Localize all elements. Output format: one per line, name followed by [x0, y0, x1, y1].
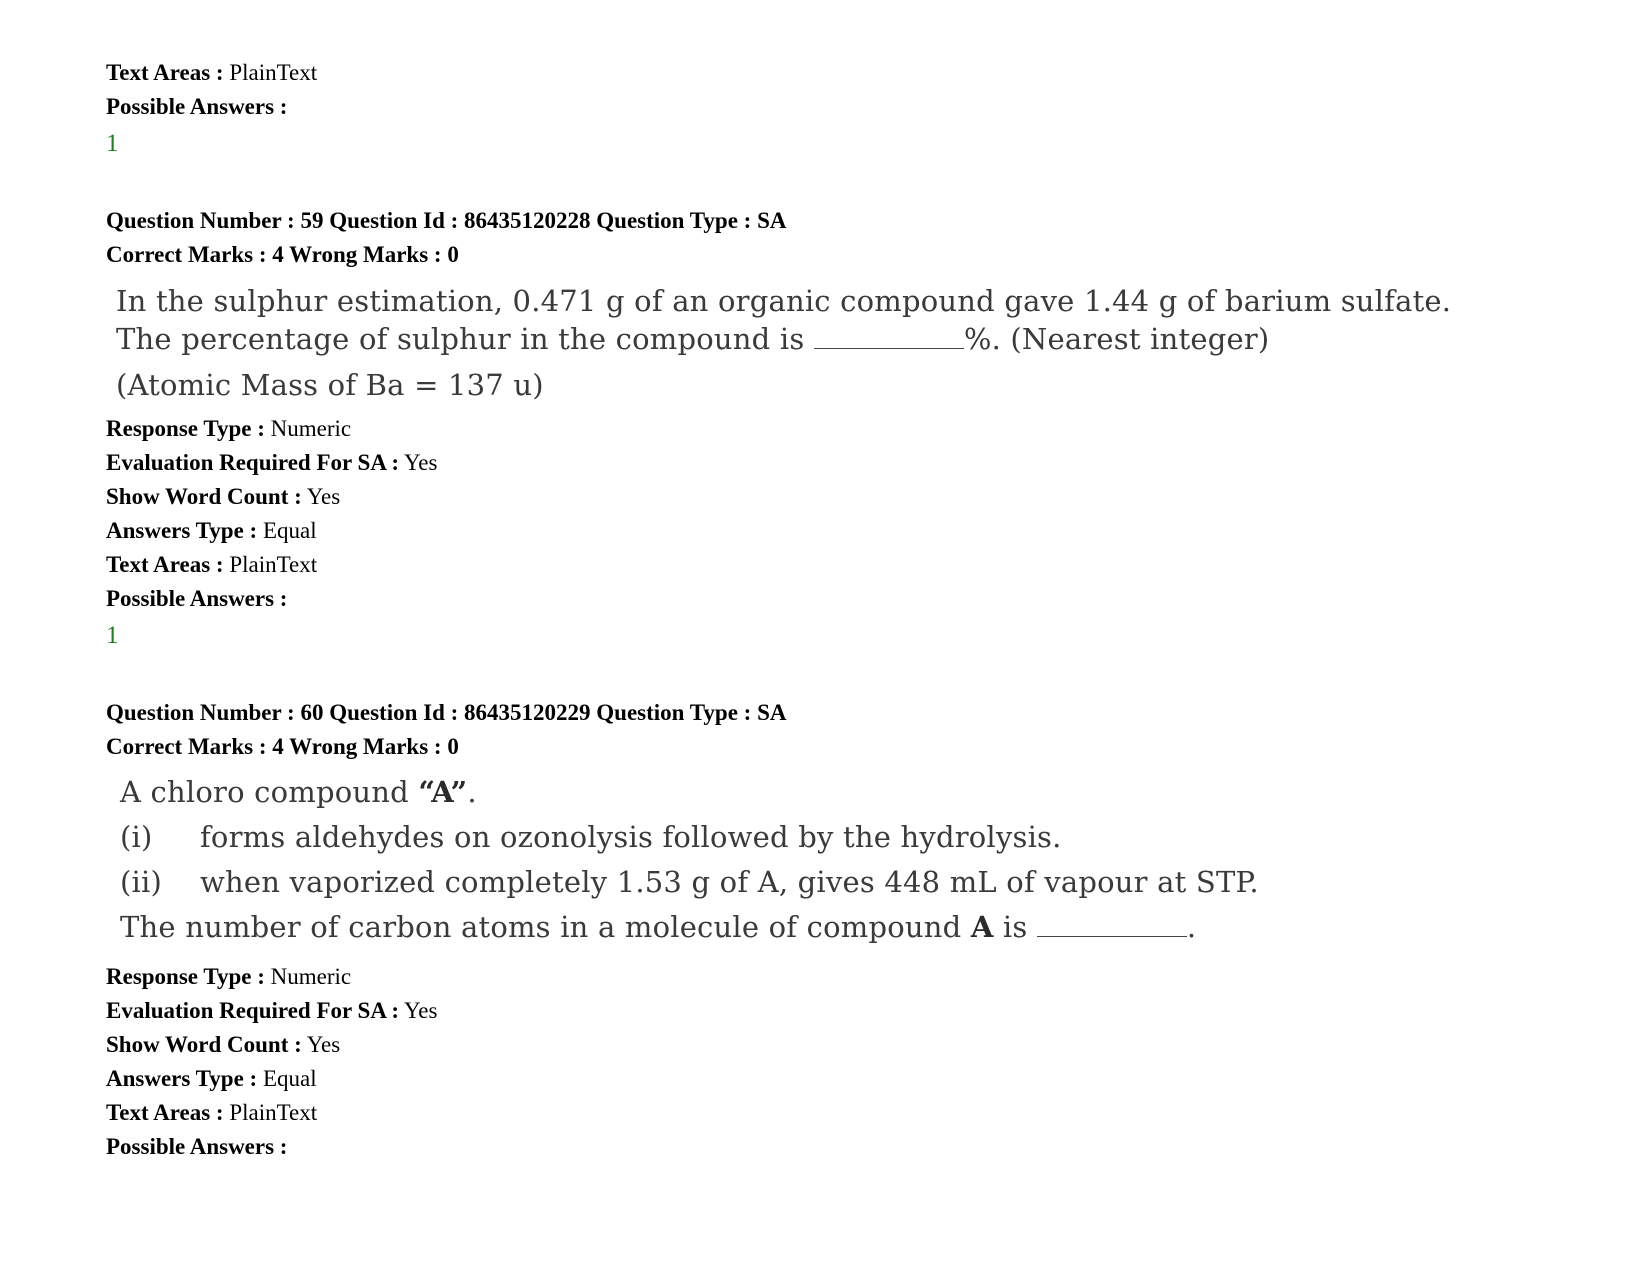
- question-list-item: [120, 862, 1566, 907]
- word-count-value: Yes: [306, 484, 341, 509]
- question-text-line: [120, 772, 1566, 817]
- possible-answers-row: [106, 582, 1566, 616]
- text-areas-row: [106, 1096, 1566, 1130]
- evaluation-value: Yes: [404, 450, 438, 475]
- possible-answer-value: 1: [106, 130, 119, 157]
- response-type-value: Numeric: [270, 416, 352, 441]
- text-areas-value: PlainText: [229, 552, 318, 577]
- text-areas-label: Text Areas :: [106, 60, 224, 85]
- word-count-label: Show Word Count :: [106, 1032, 302, 1057]
- possible-answers-label: Possible Answers :: [106, 94, 288, 119]
- question-text-segment: A chloro compound: [120, 775, 419, 809]
- question-text-line: In the sulphur estimation, 0.471 g of an organic compound gave 1.44 g of barium sulfate.: [116, 284, 1452, 318]
- question-header-text: Question Number : 60 Question Id : 86435120229 Question Type : SA: [106, 700, 787, 725]
- word-count-row: [106, 480, 1566, 514]
- possible-answers-row: [106, 90, 1566, 124]
- text-areas-row: [106, 56, 1566, 90]
- evaluation-row: [106, 446, 1566, 480]
- answer-key-page: [106, 56, 1566, 1164]
- evaluation-label: Evaluation Required For SA :: [106, 450, 400, 475]
- compound-label: A: [970, 910, 994, 944]
- question-60: [106, 696, 1566, 1164]
- possible-answers-label: Possible Answers :: [106, 586, 288, 611]
- question-text-segment: The number of carbon atoms in a molecule of compound: [120, 910, 971, 944]
- text-areas-value: PlainText: [229, 1100, 318, 1125]
- question-marks: [106, 238, 1566, 272]
- answers-type-label: Answers Type :: [106, 1066, 258, 1091]
- answers-type-value: Equal: [262, 1066, 317, 1091]
- word-count-value: Yes: [306, 1032, 341, 1057]
- answers-type-value: Equal: [262, 518, 317, 543]
- question-marks-text: Correct Marks : 4 Wrong Marks : 0: [106, 734, 459, 759]
- question-text-line: (Atomic Mass of Ba = 137 u): [116, 368, 544, 402]
- text-areas-value: PlainText: [229, 60, 318, 85]
- answers-type-label: Answers Type :: [106, 518, 258, 543]
- question-header: [106, 204, 1566, 238]
- question-text-line: [116, 320, 1566, 358]
- answers-type-row: [106, 1062, 1566, 1096]
- list-item-number: (i): [120, 820, 153, 854]
- word-count-label: Show Word Count :: [106, 484, 302, 509]
- response-type-label: Response Type :: [106, 964, 265, 989]
- word-count-row: [106, 1028, 1566, 1062]
- question-text-line: [120, 907, 1566, 952]
- question-header: [106, 696, 1566, 730]
- answers-type-row: [106, 514, 1566, 548]
- response-type-row: [106, 960, 1566, 994]
- text-areas-label: Text Areas :: [106, 1100, 224, 1125]
- question-59: [106, 204, 1566, 654]
- possible-answers-row: [106, 1130, 1566, 1164]
- response-type-value: Numeric: [270, 964, 352, 989]
- list-item-text: when vaporized completely 1.53 g of A, gives 448 mL of vapour at STP.: [200, 865, 1259, 899]
- question-header-text: Question Number : 59 Question Id : 86435120228 Question Type : SA: [106, 208, 787, 233]
- list-item-number: (ii): [120, 865, 162, 899]
- possible-answers-label: Possible Answers :: [106, 1134, 288, 1159]
- response-type-row: [106, 412, 1566, 446]
- evaluation-row: [106, 994, 1566, 1028]
- question-marks: [106, 730, 1566, 764]
- question-text-segment: is: [993, 910, 1037, 944]
- possible-answer-value: 1: [106, 622, 119, 649]
- compound-label: “A”: [418, 775, 468, 809]
- question-marks-text: Correct Marks : 4 Wrong Marks : 0: [106, 242, 459, 267]
- response-type-label: Response Type :: [106, 416, 265, 441]
- question-body: [120, 772, 1566, 952]
- text-areas-row: [106, 548, 1566, 582]
- question-text-segment: %. (Nearest integer): [963, 322, 1270, 356]
- answer-blank: [814, 326, 964, 349]
- question-text-segment: .: [467, 775, 477, 809]
- text-areas-label: Text Areas :: [106, 552, 224, 577]
- question-list-item: [120, 817, 1566, 862]
- question-text-segment: .: [1186, 910, 1197, 944]
- answer-blank: [1037, 914, 1187, 937]
- evaluation-label: Evaluation Required For SA :: [106, 998, 400, 1023]
- question-body: [116, 282, 1566, 404]
- evaluation-value: Yes: [404, 998, 438, 1023]
- list-item-text: forms aldehydes on ozonolysis followed by the hydrolysis.: [200, 820, 1062, 854]
- previous-question-tail: [106, 56, 1566, 162]
- question-text-segment: The percentage of sulphur in the compound is: [116, 322, 805, 356]
